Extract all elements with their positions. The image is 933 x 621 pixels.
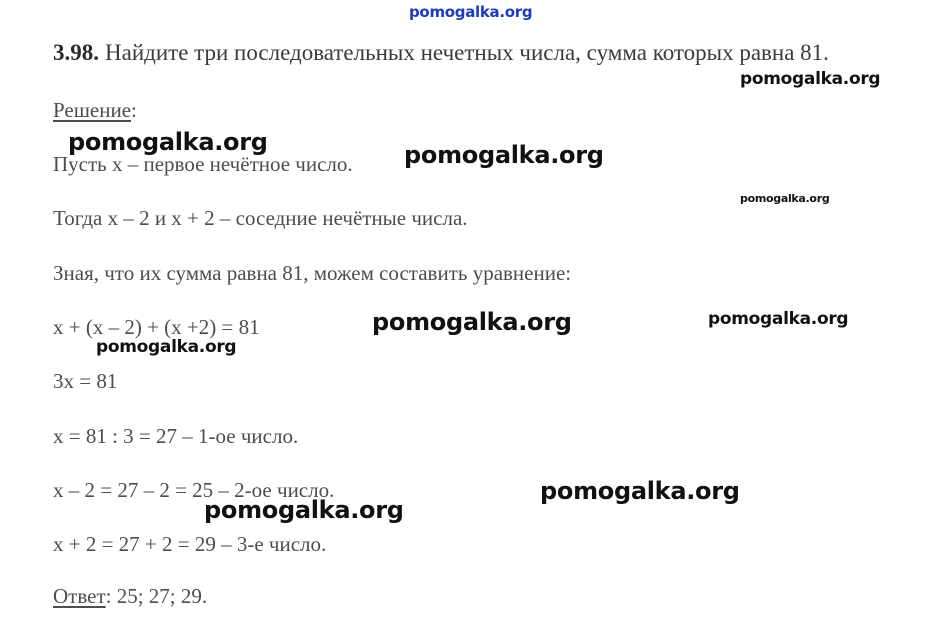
watermark: pomogalka.org xyxy=(204,496,404,524)
watermark: pomogalka.org xyxy=(68,128,268,156)
watermark: pomogalka.org xyxy=(708,309,849,329)
answer-line xyxy=(53,583,207,609)
solution-line-3: Зная, что их сумма равна 81, можем составить уравнение: xyxy=(53,261,572,285)
solution-heading-line xyxy=(53,97,137,123)
watermark-top: pomogalka.org xyxy=(409,3,533,21)
problem-statement xyxy=(53,40,829,66)
watermark: pomogalka.org xyxy=(740,69,881,89)
simplified-equation-line: 3x = 81 xyxy=(53,369,118,393)
watermark: pomogalka.org xyxy=(372,308,572,336)
watermark: pomogalka.org xyxy=(540,477,740,505)
watermark: pomogalka.org xyxy=(404,141,604,169)
watermark: pomogalka.org xyxy=(740,192,830,205)
problem-text: Найдите три последовательных нечетных числа, сумма которых равна 81. xyxy=(105,40,829,65)
problem-number: 3.98. xyxy=(53,40,99,65)
watermark: pomogalka.org xyxy=(96,337,237,357)
answer-label: Ответ xyxy=(53,584,106,608)
answer-value: : 25; 27; 29. xyxy=(105,584,208,608)
solution-heading: Решение xyxy=(53,98,132,122)
solution-line-2: Тогда x – 2 и x + 2 – соседние нечётные числа. xyxy=(53,206,468,230)
third-number-line: x + 2 = 27 + 2 = 29 – 3-е число. xyxy=(53,532,327,556)
second-number-line: x – 2 = 27 – 2 = 25 – 2-ое число. xyxy=(53,478,335,502)
first-number-line: x = 81 : 3 = 27 – 1-ое число. xyxy=(53,424,299,448)
equation-line: x + (x – 2) + (x +2) = 81 xyxy=(53,315,260,339)
solution-line-1: Пусть x – первое нечётное число. xyxy=(53,152,353,176)
solution-heading-suffix: : xyxy=(131,98,137,122)
